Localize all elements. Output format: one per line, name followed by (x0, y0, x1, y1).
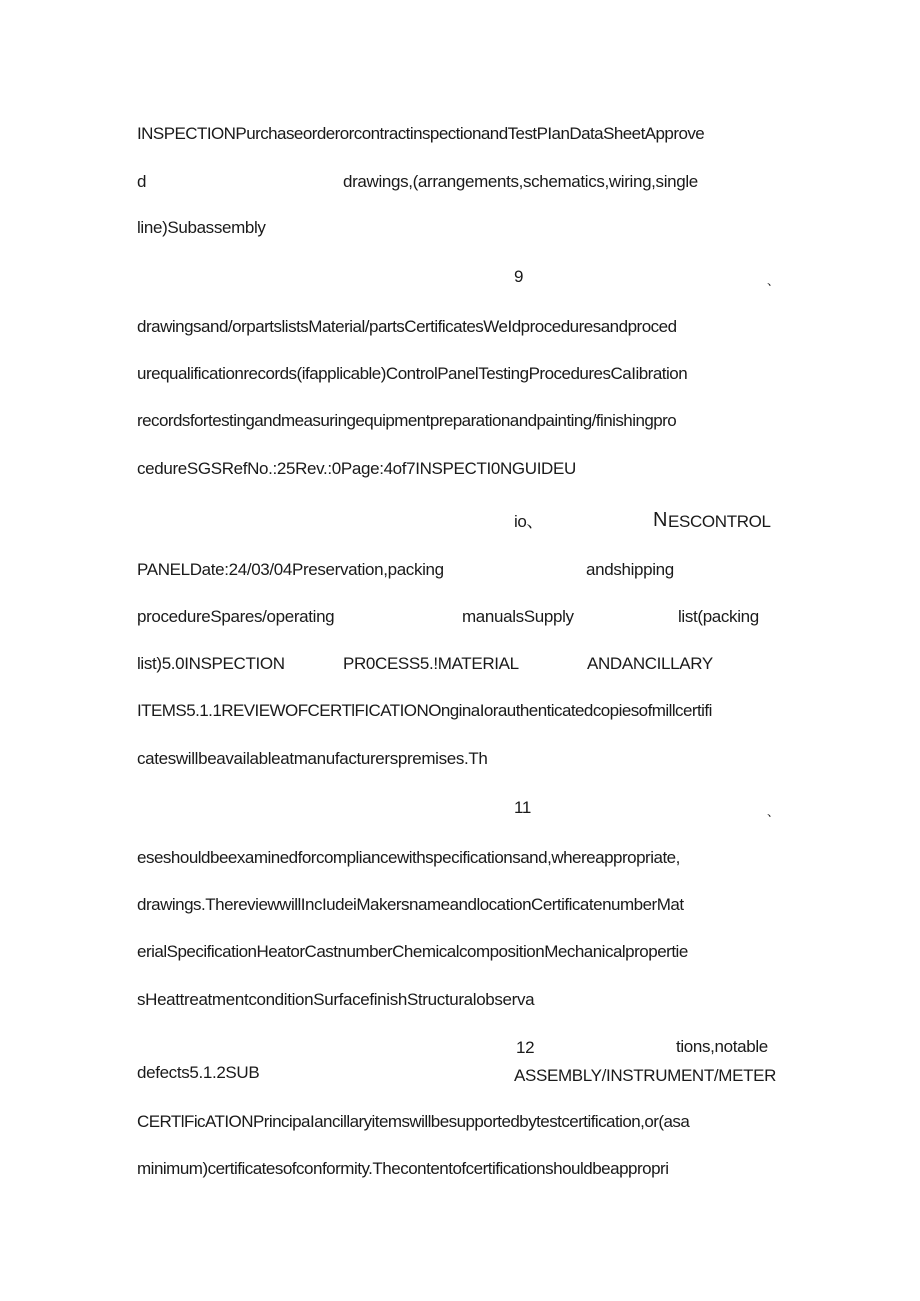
text-line-10-start: procedureSpares/operating (137, 607, 335, 626)
text-line-10-end: list(packing (678, 607, 759, 626)
punctuation-mark-2: 、 (767, 805, 779, 819)
text-line-7: cedureSGSRefNo.:25Rev.:0Page:4of7INSPECTI0NGUIDEU (137, 459, 576, 478)
page-number-9: 9 (514, 267, 524, 286)
text-line-10-middle: manualsSupply (462, 607, 574, 626)
text-line-8: ESCONTROL (668, 512, 771, 531)
text-line-18-right: tions,notable (676, 1037, 768, 1056)
page-number-11: 11 (514, 798, 531, 817)
text-line-5: urequalificationrecords(ifapplicable)ControlPanelTestingProceduresCaIibration (137, 364, 688, 383)
text-line-12: ITEMS5.1.1REVIEWOFCERTlFICATIONOnginaIorauthenticatedcopiesofmillcertifi (137, 701, 712, 720)
text-line-9-end: andshipping (586, 560, 674, 579)
text-line-19: CERTlFicATIONPrincipaIancillaryitemswillbesupportedbytestcertification,or(asa (137, 1112, 690, 1131)
text-line-3: line)Subassembly (137, 218, 266, 237)
text-line-17: sHeattreatmentconditionSurfacefinishStructuralobserva (137, 990, 535, 1009)
text-line-18-end: ASSEMBLY/INSTRUMENT/METER (514, 1066, 777, 1085)
text-line-15: drawings.ThereviewwillIncIudeiMakersnameandlocationCertificatenumberMat (137, 895, 684, 914)
text-line-14: eseshouldbeexaminedforcompliancewithspecificationsand,whereappropriate, (137, 848, 680, 867)
page-number-12: 12 (516, 1038, 535, 1057)
text-line-8-initial: N (653, 509, 668, 531)
text-line-11-end: ANDANCILLARY (587, 654, 713, 673)
text-line-9-start: PANELDate:24/03/04Preservation,packing (137, 560, 444, 579)
text-line-4: drawingsand/orpartslistsMaterial/partsCertificatesWeIdproceduresandproced (137, 317, 677, 336)
text-line-6: recordsfortestingandmeasuringequipmentpreparationandpainting/finishingpro (137, 411, 677, 430)
text-line-2-start: d (137, 172, 147, 191)
text-line-16: erialSpecificationHeatorCastnumberChemicalcompositionMechanicalpropertie (137, 942, 688, 961)
text-line-2-end: drawings,(arrangements,schematics,wiring,single (343, 172, 698, 191)
text-line-11-start: list)5.0INSPECTION (137, 654, 285, 673)
punctuation-mark: 、 (767, 274, 779, 288)
text-line-13: cateswillbeavailableatmanufacturerspremises.Th (137, 749, 488, 768)
text-line-18-start: defects5.1.2SUB (137, 1063, 260, 1082)
text-line-20: minimum)certificatesofconformity.Thecontentofcertificationshouldbeappropri (137, 1159, 669, 1178)
text-line-11-middle: PR0CESS5.!MATERIAL (343, 654, 519, 673)
page-number-10: io、 (514, 512, 544, 531)
text-line-1: INSPECTIONPurchaseorderorcontractinspectionandTestPIanDataSheetApprove (137, 124, 705, 143)
